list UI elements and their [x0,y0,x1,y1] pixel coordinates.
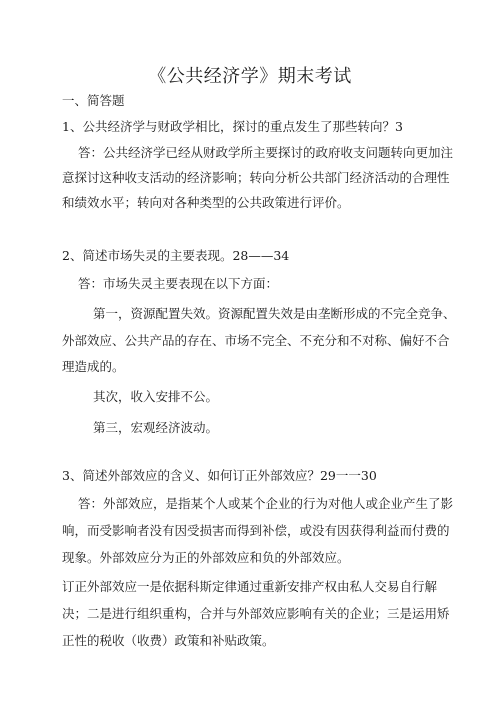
answer-3-p1-line-2: 响，而受影响者没有因受损害而得到补偿，或没有因获得利益而付费的 [62,523,450,538]
answer-2-intro: 答：市场失灵主要表现在以下方面： [78,276,279,291]
question-3: 3、简述外部效应的含义、如何订正外部效应？29一一30 [62,468,377,483]
answer-2-point-1-line-1: 第一，资源配置失效。资源配置失效是由垄断形成的不完全竞争、 [93,306,456,321]
answer-3-p1-line-3: 现象。外部效应分为正的外部效应和负的外部效应。 [62,550,350,565]
section-heading: 一、简答题 [62,93,125,108]
answer-2-point-3: 第三，宏观经济波动。 [93,420,219,435]
answer-1-line-1: 答：公共经济学已经从财政学所主要探讨的政府收支问题转向更加注 [78,145,454,160]
answer-3-p2-line-1: 订正外部效应一是依据科斯定律通过重新安排产权由私人交易自行解 [62,579,438,594]
answer-2-point-2: 其次，收入安排不公。 [93,389,219,404]
answer-2-point-1-line-3: 理造成的。 [62,359,125,374]
question-1: 1、公共经济学与财政学相比，探讨的重点发生了那些转向？3 [62,119,403,134]
answer-1-line-3: 和绩效水平；转向对各种类型的公共政策进行评价。 [62,195,350,210]
answer-1-line-2: 意探讨这种收支活动的经济影响；转向分析公共部门经济活动的合理性 [62,170,450,185]
answer-3-p1-line-1: 答：外部效应，是指某个人或某个企业的行为对他人或企业产生了影 [78,496,454,511]
answer-3-p2-line-2: 决；二是进行组织重构，合并与外部效应影响有关的企业；三是运用矫 [62,606,450,621]
answer-3-p2-line-3: 正性的税收（收费）政策和补贴政策。 [62,633,275,648]
answer-2-point-1-line-2: 外部效应、公共产品的存在、市场不完全、不充分和不对称、偏好不合 [62,333,450,348]
document-title: 《公共经济学》期末考试 [148,66,352,87]
question-2: 2、简述市场失灵的主要表现。28——34 [62,248,290,263]
